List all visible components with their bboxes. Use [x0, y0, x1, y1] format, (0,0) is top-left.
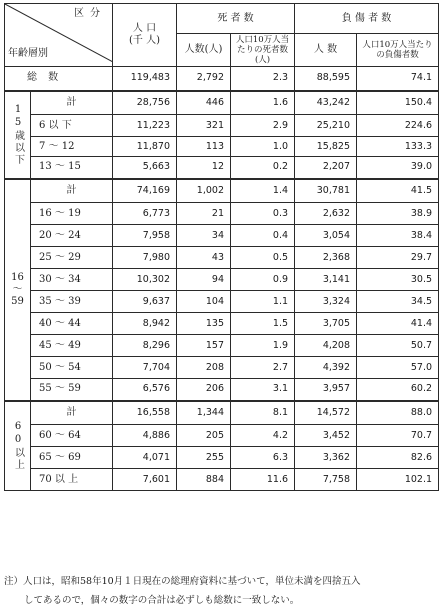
deaths-rate-cell: 1.0: [231, 137, 295, 157]
deaths-count-cell: 135: [177, 313, 231, 335]
injured-count-cell: 4,208: [295, 335, 357, 357]
age-group-name: 60以上: [5, 401, 31, 491]
population-cell: 7,601: [113, 469, 177, 491]
population-cell: 119,483: [113, 67, 177, 91]
population-cell: 11,870: [113, 137, 177, 157]
injured-rate-cell: 29.7: [357, 247, 439, 269]
age-range-label: 25 ～ 29: [31, 247, 113, 269]
footnote: [4, 572, 438, 610]
table-row: [5, 313, 439, 335]
table-row: [5, 379, 439, 401]
table-row: [5, 269, 439, 291]
injured-count-cell: 2,368: [295, 247, 357, 269]
population-cell: 10,302: [113, 269, 177, 291]
footnote-line-2: してあるので，個々の数字の合計は必ずしも総数に一致しない。: [24, 595, 300, 606]
population-cell: 7,958: [113, 225, 177, 247]
age-range-label: 6 以 下: [31, 115, 113, 137]
age-group-name: 15歳以下: [5, 91, 31, 179]
deaths-header: 死 者 数: [177, 4, 295, 34]
population-cell: 4,886: [113, 425, 177, 447]
deaths-count-cell: 255: [177, 447, 231, 469]
population-cell: 4,071: [113, 447, 177, 469]
age-range-label: 70 以 上: [31, 469, 113, 491]
injured-count-cell: 3,705: [295, 313, 357, 335]
deaths-count-cell: 1,344: [177, 401, 231, 425]
deaths-count-header: 人数(人): [177, 34, 231, 67]
statistics-table: [4, 3, 439, 491]
population-cell: 5,663: [113, 157, 177, 179]
deaths-count-cell: 1,002: [177, 179, 231, 203]
table-row: [5, 291, 439, 313]
injured-count-cell: 2,632: [295, 203, 357, 225]
injured-count-cell: 30,781: [295, 179, 357, 203]
injured-rate-cell: 133.3: [357, 137, 439, 157]
population-cell: 7,704: [113, 357, 177, 379]
table-row: [5, 115, 439, 137]
deaths-count-cell: 884: [177, 469, 231, 491]
injured-count-cell: 3,141: [295, 269, 357, 291]
age-group-name: 16 ～ 59: [5, 179, 31, 401]
deaths-rate-cell: 0.3: [231, 203, 295, 225]
injured-count-cell: 25,210: [295, 115, 357, 137]
population-cell: 8,942: [113, 313, 177, 335]
subtotal-label: 計: [31, 91, 113, 115]
injured-rate-cell: 38.9: [357, 203, 439, 225]
population-cell: 6,773: [113, 203, 177, 225]
subtotal-label: 計: [31, 401, 113, 425]
population-cell: 74,169: [113, 179, 177, 203]
injured-count-cell: 4,392: [295, 357, 357, 379]
injured-count-cell: 14,572: [295, 401, 357, 425]
injured-count-cell: 43,242: [295, 91, 357, 115]
deaths-count-cell: 2,792: [177, 67, 231, 91]
age-range-label: 65 ～ 69: [31, 447, 113, 469]
category-label: 区分: [74, 8, 106, 19]
footnote-line-1: 注）人口は，昭和58年10月１日現在の総理府資料に基づいて，単位未満を四捨五入: [4, 576, 361, 587]
injured-rate-cell: 38.4: [357, 225, 439, 247]
deaths-rate-cell: 1.6: [231, 91, 295, 115]
age-range-label: 30 ～ 34: [31, 269, 113, 291]
deaths-rate-cell: 6.3: [231, 447, 295, 469]
injured-rate-cell: 150.4: [357, 91, 439, 115]
age-range-label: 13 ～ 15: [31, 157, 113, 179]
age-range-label: 45 ～ 49: [31, 335, 113, 357]
deaths-rate-cell: 3.1: [231, 379, 295, 401]
age-range-label: 60 ～ 64: [31, 425, 113, 447]
injured-rate-cell: 70.7: [357, 425, 439, 447]
deaths-count-cell: 208: [177, 357, 231, 379]
deaths-rate-cell: 0.2: [231, 157, 295, 179]
deaths-rate-cell: 0.5: [231, 247, 295, 269]
deaths-count-cell: 321: [177, 115, 231, 137]
population-cell: 7,980: [113, 247, 177, 269]
population-cell: 6,576: [113, 379, 177, 401]
deaths-rate-cell: 1.1: [231, 291, 295, 313]
population-cell: 16,558: [113, 401, 177, 425]
subtotal-row: [5, 179, 439, 203]
age-range-label: 55 ～ 59: [31, 379, 113, 401]
injured-count-cell: 88,595: [295, 67, 357, 91]
table-row: [5, 425, 439, 447]
injured-count-cell: 3,054: [295, 225, 357, 247]
deaths-rate-cell: 1.5: [231, 313, 295, 335]
total-label: 総 数: [5, 67, 113, 91]
age-range-label: 35 ～ 39: [31, 291, 113, 313]
table-row: [5, 203, 439, 225]
deaths-rate-cell: 2.3: [231, 67, 295, 91]
population-cell: 9,637: [113, 291, 177, 313]
age-range-label: 20 ～ 24: [31, 225, 113, 247]
injured-rate-cell: 50.7: [357, 335, 439, 357]
injured-rate-cell: 57.0: [357, 357, 439, 379]
population-cell: 8,296: [113, 335, 177, 357]
deaths-count-cell: 43: [177, 247, 231, 269]
injured-count-cell: 3,324: [295, 291, 357, 313]
injured-rate-cell: 39.0: [357, 157, 439, 179]
age-range-label: 16 ～ 19: [31, 203, 113, 225]
subtotal-row: [5, 91, 439, 115]
injured-count-cell: 3,452: [295, 425, 357, 447]
population-header: 人 口 (千 人): [113, 4, 177, 67]
age-range-label: 40 ～ 44: [31, 313, 113, 335]
injured-rate-cell: 30.5: [357, 269, 439, 291]
deaths-rate-cell: 4.2: [231, 425, 295, 447]
injured-rate-header: 人口10万人当たりの負傷者数: [357, 34, 439, 67]
injured-count-cell: 3,957: [295, 379, 357, 401]
injured-count-cell: 3,362: [295, 447, 357, 469]
age-range-label: 50 ～ 54: [31, 357, 113, 379]
deaths-rate-cell: 2.9: [231, 115, 295, 137]
deaths-rate-cell: 8.1: [231, 401, 295, 425]
population-cell: 11,223: [113, 115, 177, 137]
injured-count-cell: 7,758: [295, 469, 357, 491]
injured-rate-cell: 60.2: [357, 379, 439, 401]
injured-rate-cell: 224.6: [357, 115, 439, 137]
injured-rate-cell: 34.5: [357, 291, 439, 313]
deaths-count-cell: 205: [177, 425, 231, 447]
injured-rate-cell: 41.5: [357, 179, 439, 203]
injured-count-cell: 2,207: [295, 157, 357, 179]
table-row: [5, 447, 439, 469]
deaths-rate-header: 人口10万人当たりの死者数(人): [231, 34, 295, 67]
table-row: [5, 157, 439, 179]
table-body: [5, 67, 439, 491]
age-range-label: 7 ～ 12: [31, 137, 113, 157]
deaths-count-cell: 34: [177, 225, 231, 247]
subtotal-row: [5, 401, 439, 425]
total-row: [5, 67, 439, 91]
deaths-rate-cell: 1.4: [231, 179, 295, 203]
deaths-count-cell: 157: [177, 335, 231, 357]
deaths-count-cell: 94: [177, 269, 231, 291]
deaths-rate-cell: 2.7: [231, 357, 295, 379]
table-row: [5, 247, 439, 269]
deaths-count-cell: 446: [177, 91, 231, 115]
deaths-rate-cell: 0.9: [231, 269, 295, 291]
injured-rate-cell: 88.0: [357, 401, 439, 425]
injured-count-header: 人 数: [295, 34, 357, 67]
injured-rate-cell: 102.1: [357, 469, 439, 491]
injured-count-cell: 15,825: [295, 137, 357, 157]
deaths-count-cell: 113: [177, 137, 231, 157]
injured-rate-cell: 74.1: [357, 67, 439, 91]
injured-rate-cell: 82.6: [357, 447, 439, 469]
table-row: [5, 469, 439, 491]
table-row: [5, 357, 439, 379]
table-row: [5, 335, 439, 357]
deaths-rate-cell: 1.9: [231, 335, 295, 357]
deaths-rate-cell: 11.6: [231, 469, 295, 491]
table-row: [5, 137, 439, 157]
deaths-count-cell: 104: [177, 291, 231, 313]
table-row: [5, 225, 439, 247]
deaths-count-cell: 12: [177, 157, 231, 179]
deaths-count-cell: 21: [177, 203, 231, 225]
deaths-count-cell: 206: [177, 379, 231, 401]
injured-rate-cell: 41.4: [357, 313, 439, 335]
age-group-label: 年齢層別: [8, 48, 48, 59]
injured-header: 負 傷 者 数: [295, 4, 439, 34]
deaths-rate-cell: 0.4: [231, 225, 295, 247]
population-cell: 28,756: [113, 91, 177, 115]
subtotal-label: 計: [31, 179, 113, 203]
header-corner-cell: [5, 4, 113, 67]
